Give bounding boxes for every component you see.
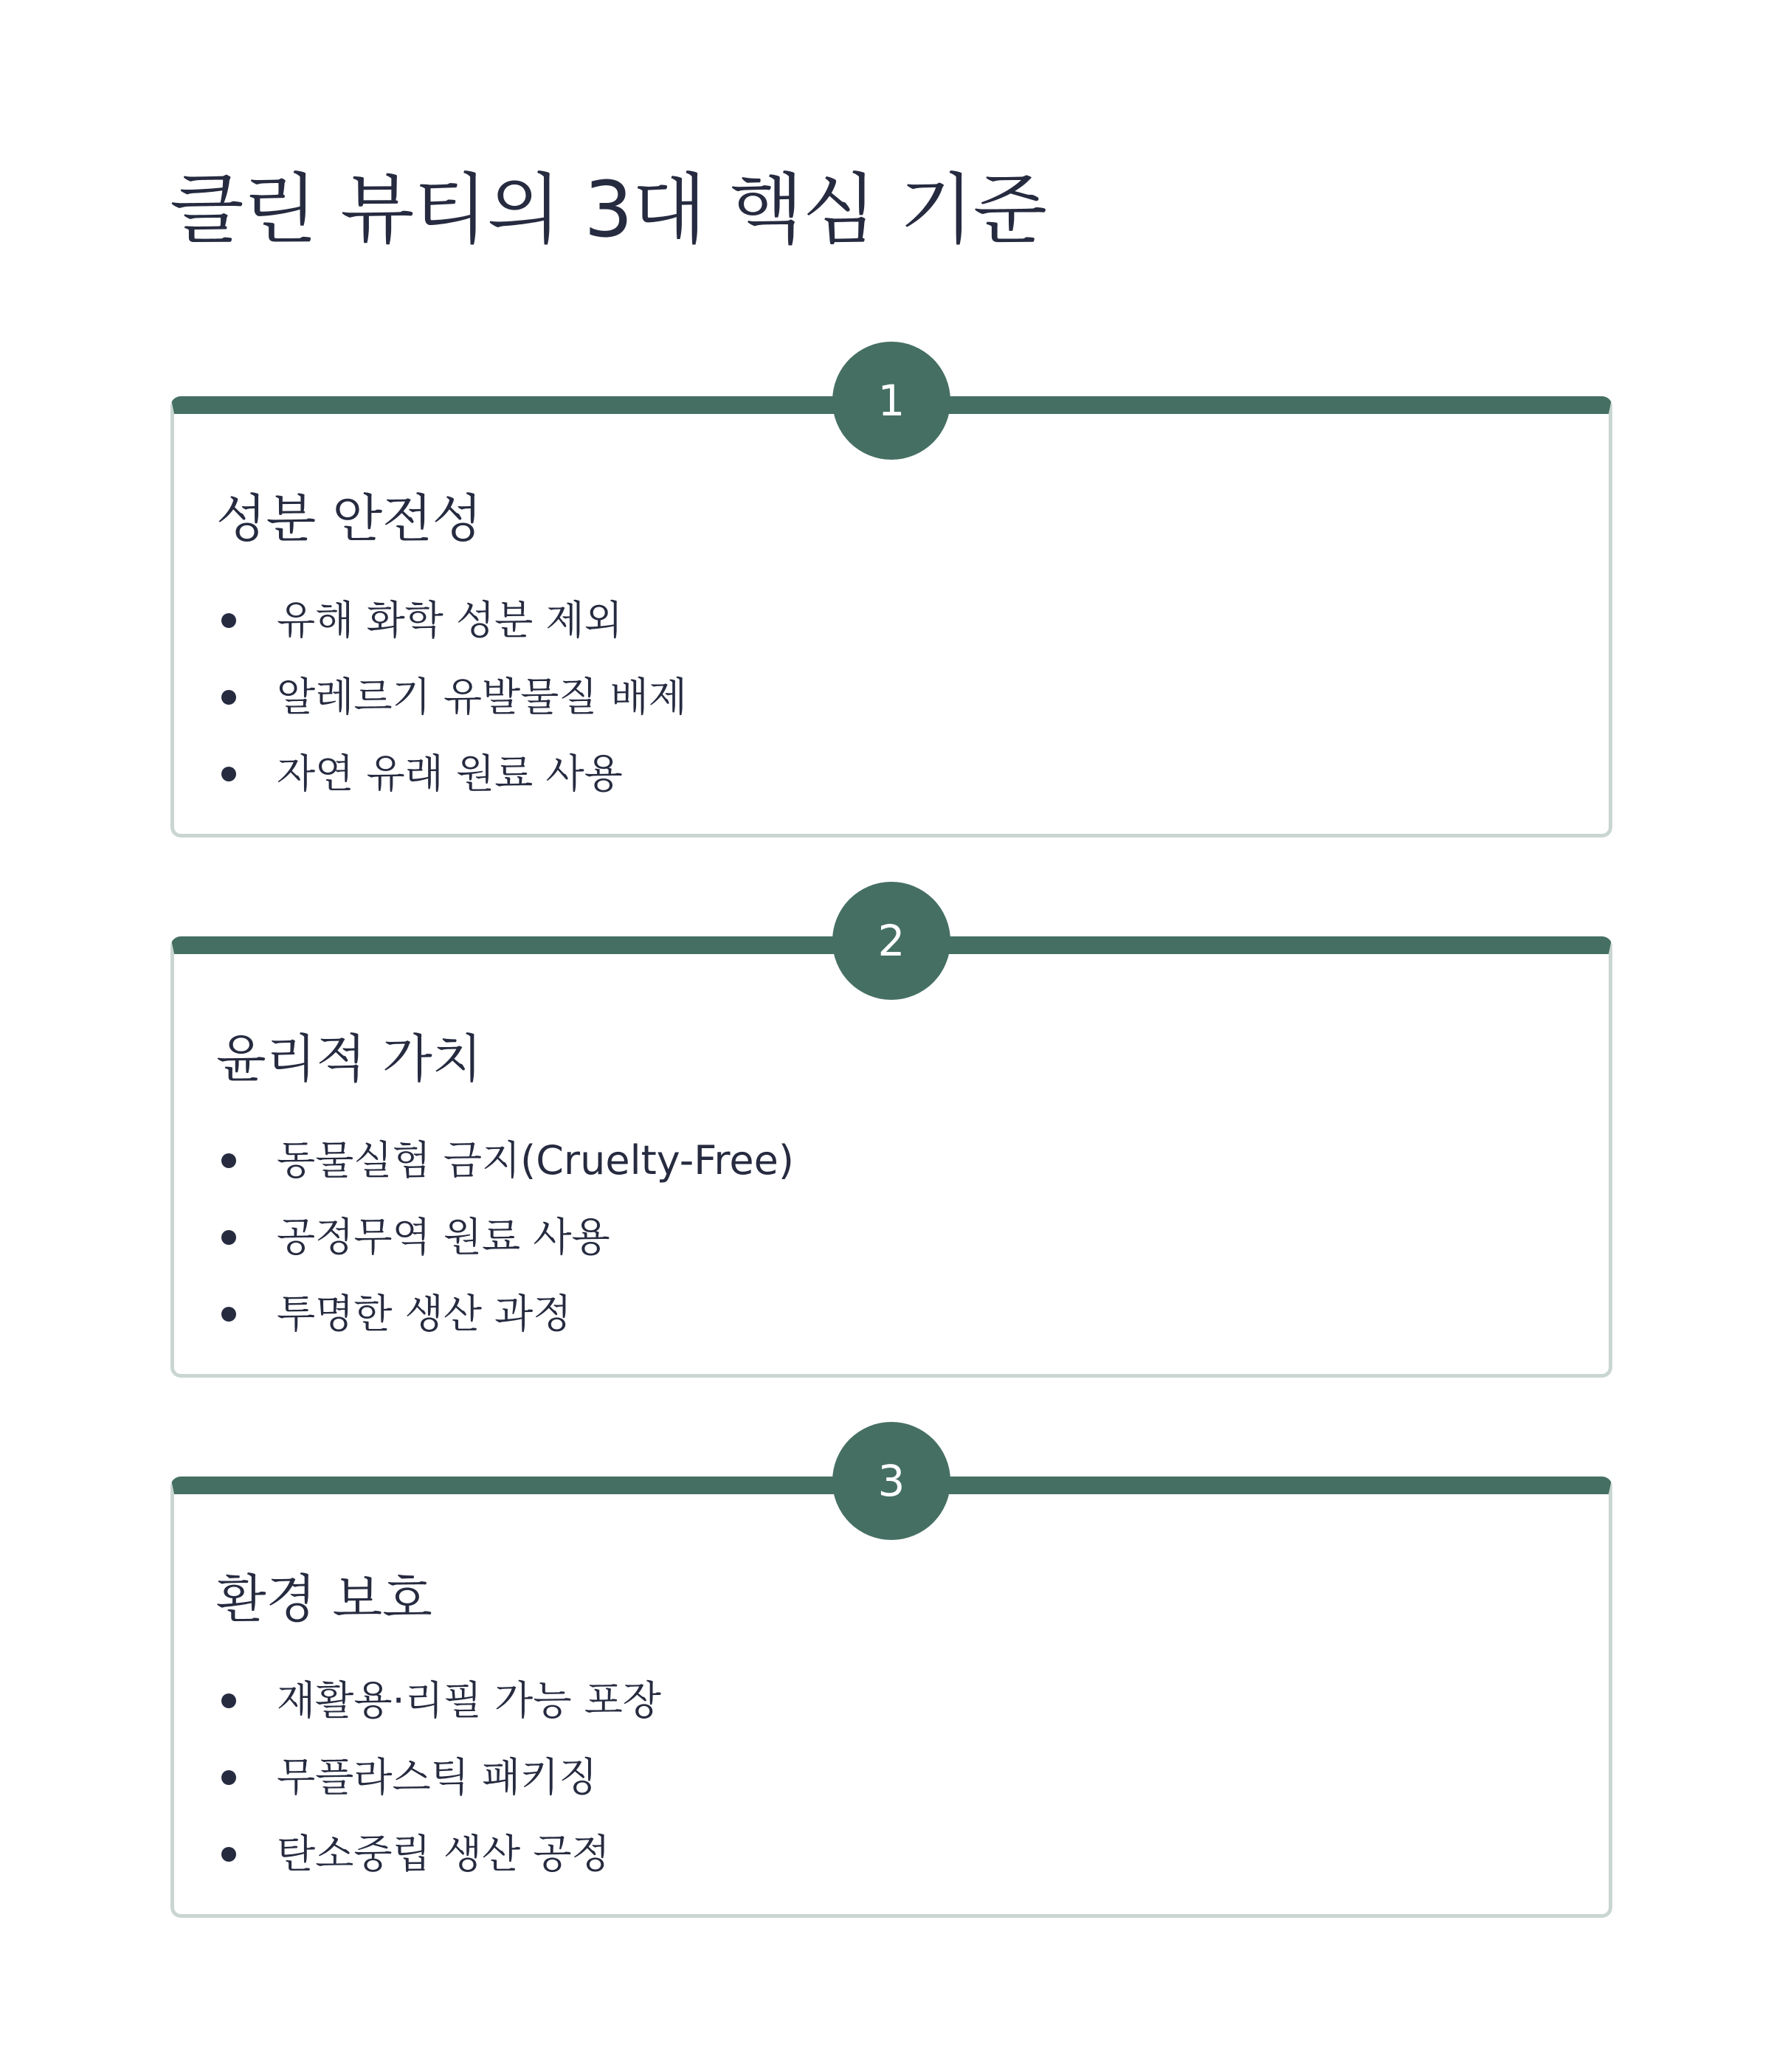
list-item	[174, 1816, 661, 1893]
bullet-icon	[221, 690, 236, 705]
step-number-badge: 1	[832, 342, 950, 460]
list-item-text: 무플라스틱 패키징	[277, 1754, 598, 1800]
list-item-text: 자연 유래 원료 사용	[277, 750, 623, 797]
criteria-list	[174, 582, 687, 812]
card-title: 성분 안전성	[216, 488, 483, 549]
step-number-badge: 3	[832, 1422, 950, 1540]
list-item	[174, 582, 687, 659]
list-item	[174, 1122, 794, 1199]
criteria-list	[174, 1662, 661, 1893]
bullet-icon	[221, 1307, 236, 1322]
page-title: 클린 뷰티의 3대 핵심 기준	[170, 165, 1047, 255]
list-item	[174, 659, 687, 736]
list-item	[174, 736, 687, 812]
list-item-text: 유해 화학 성분 제외	[277, 597, 623, 643]
bullet-icon	[221, 1693, 236, 1708]
step-number-badge: 2	[832, 882, 950, 1000]
list-item-text: 탄소중립 생산 공정	[277, 1831, 610, 1877]
list-item-text: 투명한 생산 과정	[277, 1291, 572, 1337]
list-item	[174, 1276, 794, 1353]
card-title: 윤리적 가치	[216, 1029, 483, 1089]
bullet-icon	[221, 1770, 236, 1785]
list-item-text: 동물실험 금지(Cruelty-Free)	[277, 1137, 794, 1184]
list-item-text: 공정무역 원료 사용	[277, 1214, 610, 1260]
bullet-icon	[221, 613, 236, 628]
bullet-icon	[221, 767, 236, 781]
criteria-list	[174, 1122, 794, 1353]
card-title: 환경 보호	[216, 1569, 432, 1629]
list-item-text: 재활용·리필 가능 포장	[277, 1677, 661, 1724]
list-item	[174, 1199, 794, 1276]
bullet-icon	[221, 1230, 236, 1245]
list-item	[174, 1739, 661, 1816]
bullet-icon	[221, 1847, 236, 1862]
list-item	[174, 1662, 661, 1739]
criterion-card-ethical-value	[170, 916, 1612, 1378]
list-item-text: 알레르기 유발물질 배제	[277, 674, 687, 720]
bullet-icon	[221, 1153, 236, 1168]
criterion-card-ingredient-safety	[170, 376, 1612, 838]
criterion-card-environmental-protection	[170, 1456, 1612, 1918]
